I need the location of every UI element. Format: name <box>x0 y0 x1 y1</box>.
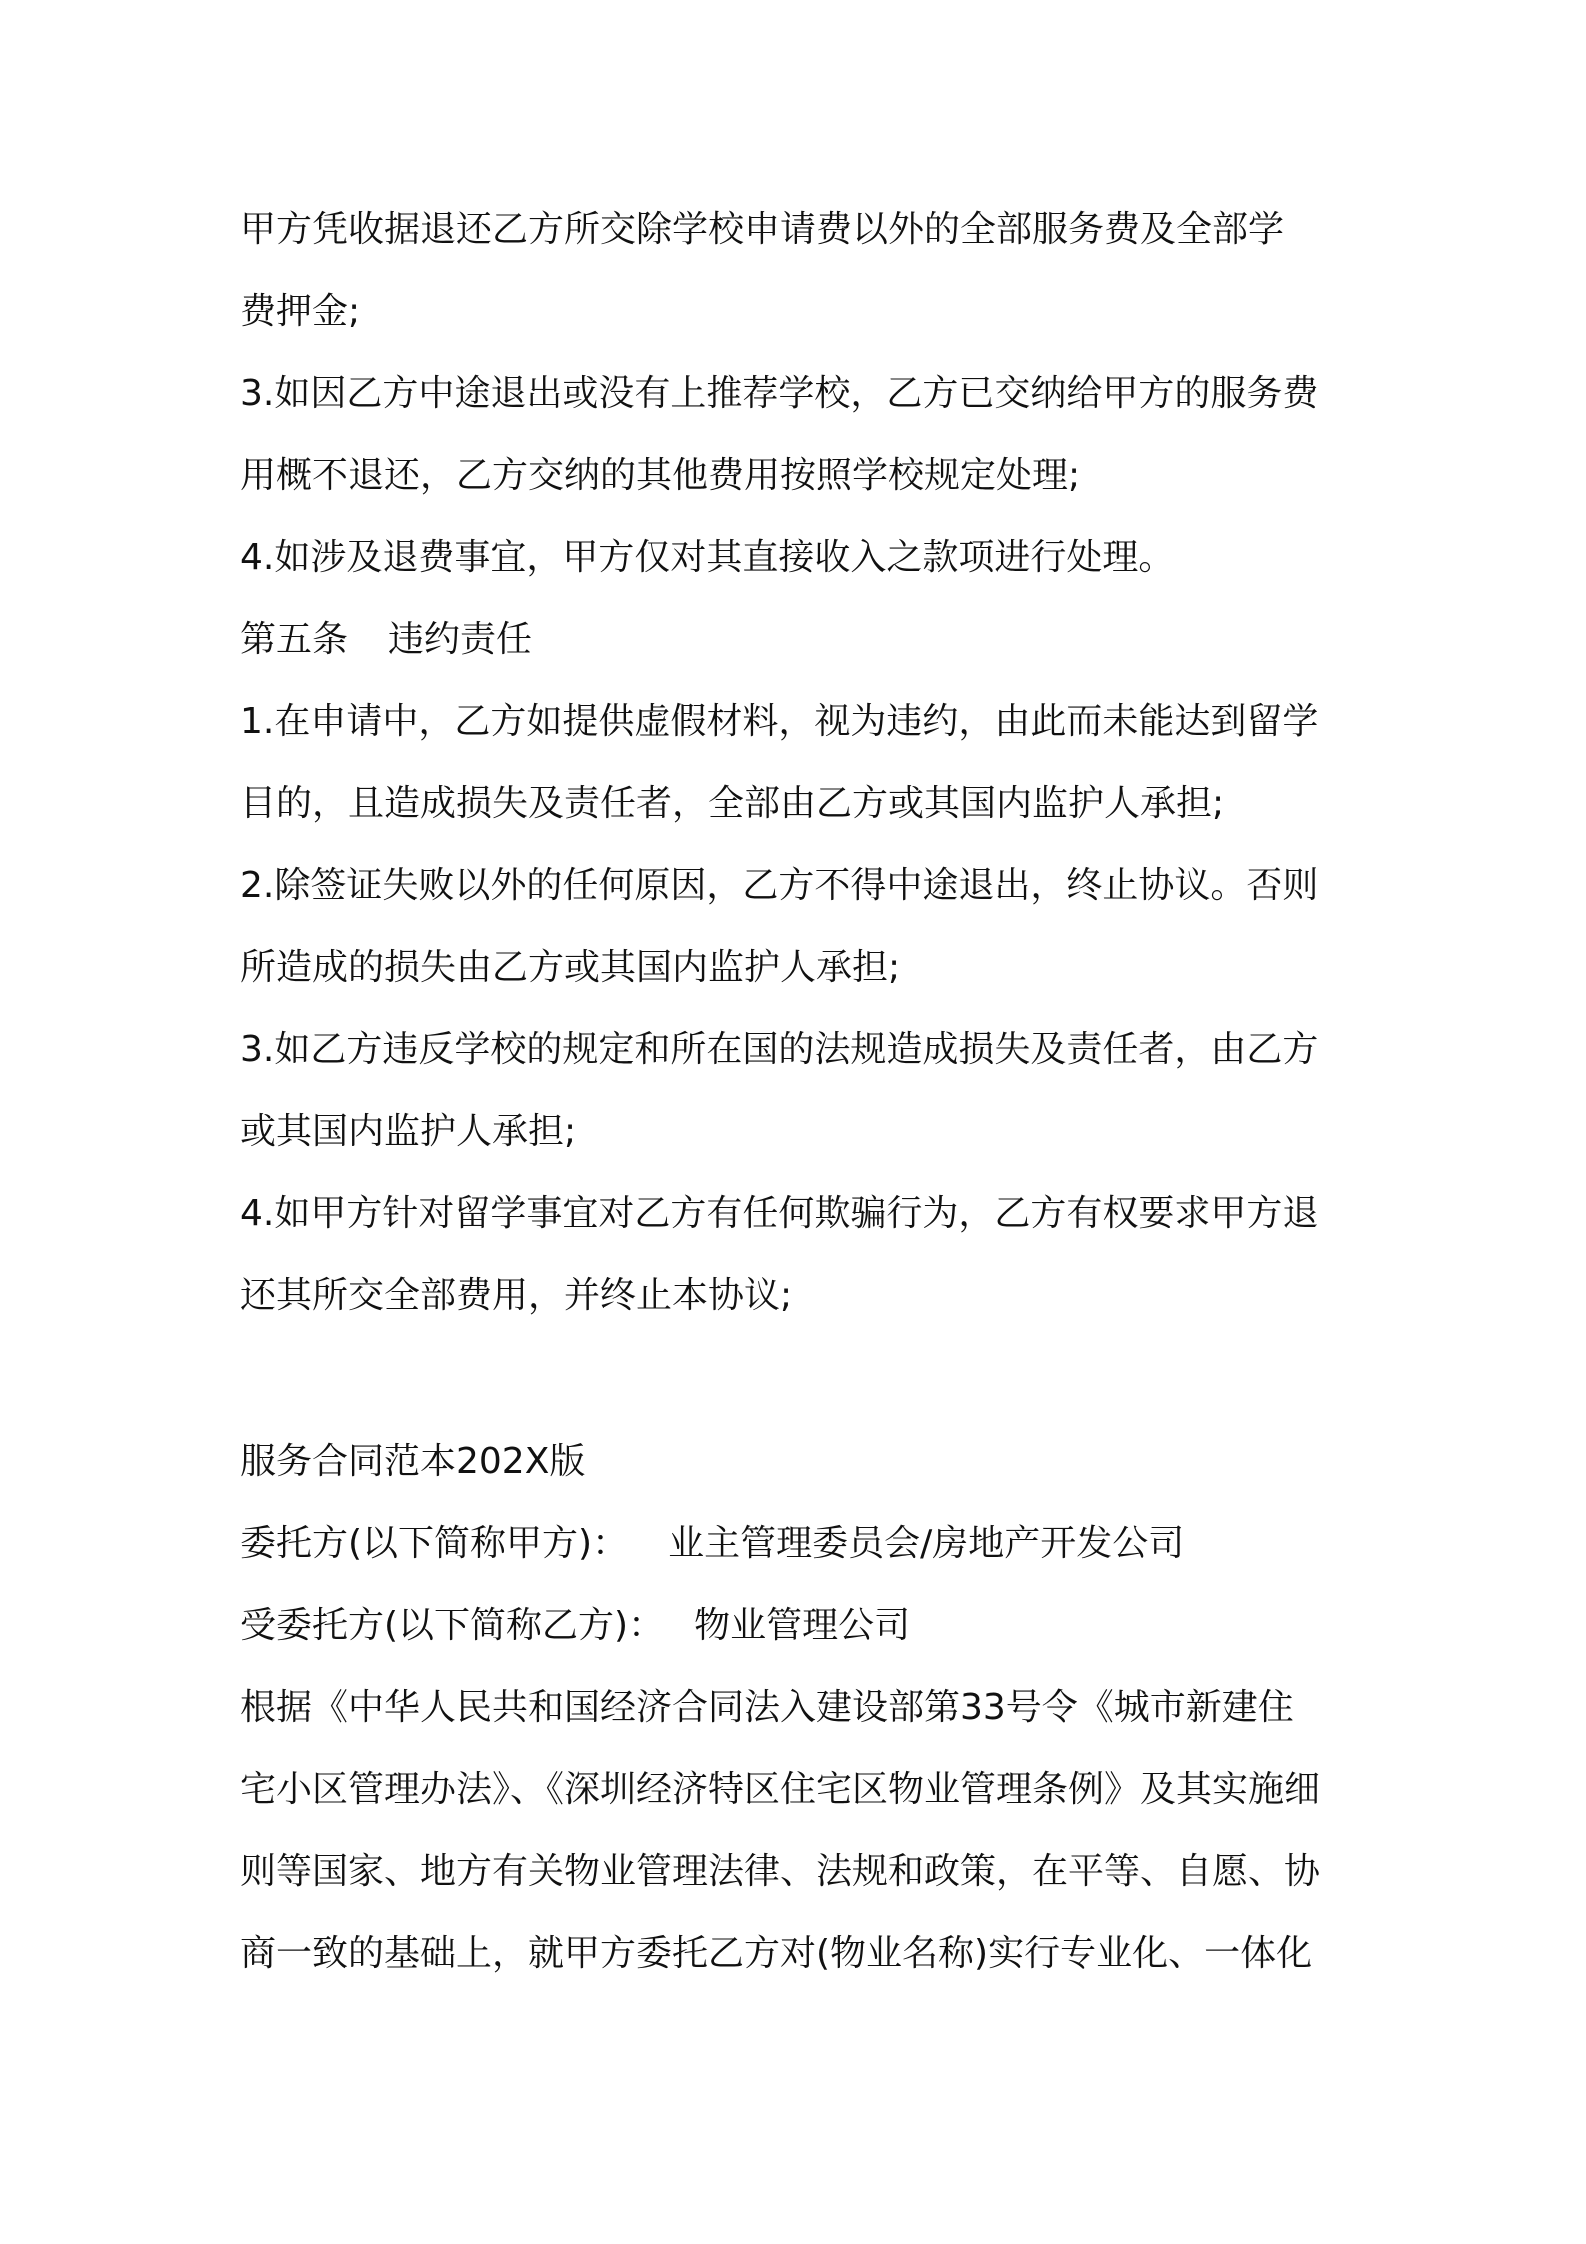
text-line: 宅小区管理办法》、《深圳经济特区住宅区物业管理条例》及其实施细 <box>240 1769 1321 1810</box>
party-b-label: 受委托方(以下简称乙方)： <box>240 1605 665 1646</box>
article-number: 第五条 <box>240 619 349 660</box>
text-line: 1.在申请中，乙方如提供虚假材料，视为违约，由此而未能达到留学 <box>240 701 1319 742</box>
text-line: 2.除签证失败以外的任何原因，乙方不得中途退出，终止协议。否则 <box>240 865 1319 906</box>
text-line: 目的，且造成损失及责任者，全部由乙方或其国内监护人承担; <box>240 783 1225 824</box>
article-heading <box>240 610 1360 670</box>
contract-title: 服务合同范本202X版 <box>240 1441 586 1482</box>
text-line: 则等国家、地方有关物业管理法律、法规和政策，在平等、自愿、协 <box>240 1851 1321 1892</box>
text-line: 4.如甲方针对留学事宜对乙方有任何欺骗行为，乙方有权要求甲方退 <box>240 1193 1319 1234</box>
text-line: 费押金; <box>240 291 361 332</box>
party-b-value: 物业管理公司 <box>694 1605 911 1646</box>
text-line: 用概不退还，乙方交纳的其他费用按照学校规定处理; <box>240 455 1081 496</box>
party-a-value: 业主管理委员会/房地产开发公司 <box>668 1523 1185 1564</box>
article-title: 违约责任 <box>388 619 533 660</box>
text-line: 所造成的损失由乙方或其国内监护人承担; <box>240 947 901 988</box>
text-line: 还其所交全部费用，并终止本协议; <box>240 1275 793 1316</box>
party-a-label: 委托方(以下简称甲方)： <box>240 1523 629 1564</box>
text-line: 或其国内监护人承担; <box>240 1111 577 1152</box>
text-line: 4.如涉及退费事宜，甲方仅对其直接收入之款项进行处理。 <box>240 537 1175 578</box>
text-line: 甲方凭收据退还乙方所交除学校申请费以外的全部服务费及全部学 <box>240 209 1285 250</box>
text-line: 3.如乙方违反学校的规定和所在国的法规造成损失及责任者，由乙方 <box>240 1029 1319 1070</box>
party-a-line <box>240 1514 1360 1574</box>
text-line: 3.如因乙方中途退出或没有上推荐学校，乙方已交纳给甲方的服务费 <box>240 373 1319 414</box>
text-line: 根据《中华人民共和国经济合同法入建设部第33号令《城市新建住 <box>240 1687 1294 1728</box>
text-line: 商一致的基础上，就甲方委托乙方对(物业名称)实行专业化、一体化 <box>240 1933 1313 1974</box>
party-b-line <box>240 1596 1360 1656</box>
